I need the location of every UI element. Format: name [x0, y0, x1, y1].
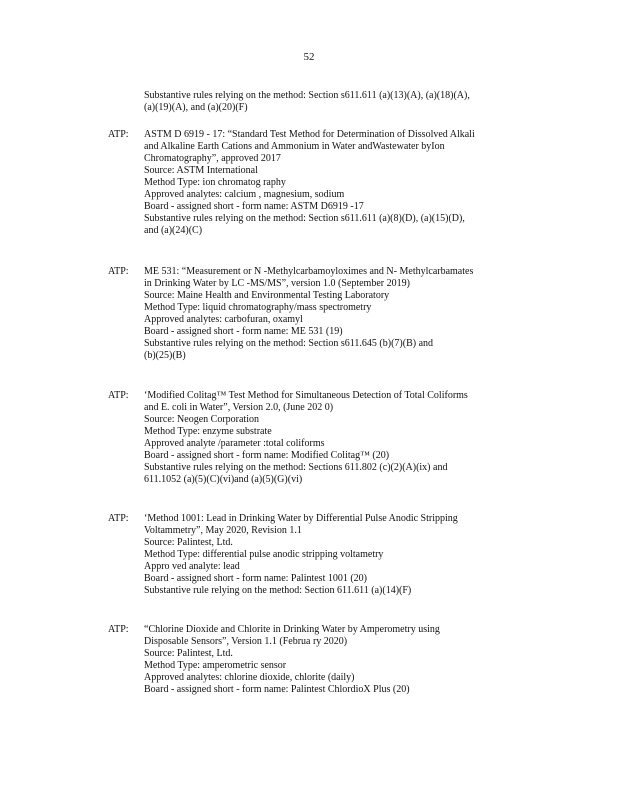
carry-over-line: (a)(19)(A), and (a)(20)(F) — [144, 102, 248, 113]
atp-label: ATP: — [108, 513, 129, 524]
entry-source: Source: Palintest, Ltd. — [144, 537, 233, 548]
entry-title-line: ‘Method 1001: Lead in Drinking Water by Differential Pulse Anodic Stripping — [144, 513, 458, 524]
entry-method-type: Method Type: liquid chromatography/mass spectrometry — [144, 302, 372, 313]
entry-short-form: Board - assigned short - form name: ASTM D6919 -17 — [144, 201, 364, 212]
entry-method-type: Method Type: ion chromatog raphy — [144, 177, 286, 188]
entry-source: Source: Maine Health and Environmental Testing Laboratory — [144, 290, 390, 301]
atp-entry — [108, 266, 528, 362]
entry-rules: 611.1052 (a)(5)(C)(vi)and (a)(5)(G)(vi) — [144, 474, 303, 485]
atp-entry — [108, 624, 528, 696]
entry-title-line: in Drinking Water by LC -MS/MS”, version 1.0 (September 2019) — [144, 278, 410, 289]
atp-entry — [108, 513, 528, 597]
entry-short-form: Board - assigned short - form name: Palintest ChlordioX Plus (20) — [144, 684, 410, 695]
entry-source: Source: ASTM International — [144, 165, 258, 176]
entry-rules: Substantive rule relying on the method: Section 611.611 (a)(14)(F) — [144, 585, 412, 596]
carry-over-paragraph — [108, 90, 528, 114]
entry-analytes: Approved analytes: calcium , magnesium, sodium — [144, 189, 345, 200]
entry-title-line: ‘Modified Colitag™ Test Method for Simultaneous Detection of Total Coliforms — [144, 390, 468, 401]
entry-title-line: ME 531: “Measurement or N -Methylcarbamoyloximes and N- Methylcarbamates — [144, 266, 474, 277]
entry-method-type: Method Type: differential pulse anodic stripping voltametry — [144, 549, 384, 560]
entry-title-line: ASTM D 6919 - 17: “Standard Test Method for Determination of Dissolved Alkali — [144, 129, 475, 140]
entry-title-line: and Alkaline Earth Cations and Ammonium in Water andWastewater byIon — [144, 141, 445, 152]
entry-analytes: Approved analytes: chlorine dioxide, chlorite (daily) — [144, 672, 355, 683]
entry-title-line: Chromatography”, approved 2017 — [144, 153, 281, 164]
atp-label: ATP: — [108, 129, 129, 140]
carry-over-line: Substantive rules relying on the method: Section s611.611 (a)(13)(A), (a)(18)(A), — [144, 90, 470, 101]
entry-rules: Substantive rules relying on the method: Section s611.645 (b)(7)(B) and — [144, 338, 434, 349]
entry-title-line: Disposable Sensors”, Version 1.1 (Februa ry 2020) — [144, 636, 348, 647]
entry-analytes: Approved analyte /parameter :total coliforms — [144, 438, 325, 449]
entry-method-type: Method Type: enzyme substrate — [144, 426, 272, 437]
entry-method-type: Method Type: amperometric sensor — [144, 660, 287, 671]
entry-rules: (b)(25)(B) — [144, 350, 186, 361]
entry-rules: Substantive rules relying on the method: Section s611.611 (a)(8)(D), (a)(15)(D), — [144, 213, 465, 224]
entry-source: Source: Neogen Corporation — [144, 414, 259, 425]
entry-source: Source: Palintest, Ltd. — [144, 648, 233, 659]
page-number: 52 — [303, 51, 315, 63]
atp-entry — [108, 390, 528, 486]
entry-rules: Substantive rules relying on the method: Sections 611.802 (c)(2)(A)(ix) and — [144, 462, 448, 473]
entry-title-line: and E. coli in Water”, Version 2.0, (June 202 0) — [144, 402, 334, 413]
atp-entry — [108, 129, 528, 237]
entry-short-form: Board - assigned short - form name: Modified Colitag™ (20) — [144, 450, 390, 461]
entry-analytes: Approved analytes: carbofuran, oxamyl — [144, 314, 303, 325]
atp-label: ATP: — [108, 390, 129, 401]
entry-short-form: Board - assigned short - form name: Palintest 1001 (20) — [144, 573, 368, 584]
atp-label: ATP: — [108, 624, 129, 635]
entry-short-form: Board - assigned short - form name: ME 531 (19) — [144, 326, 343, 337]
entry-title-line: Voltammetry”, May 2020, Revision 1.1 — [144, 525, 302, 536]
entry-title-line: “Chlorine Dioxide and Chlorite in Drinking Water by Amperometry using — [144, 624, 440, 635]
entry-rules: and (a)(24)(C) — [144, 225, 203, 236]
atp-label: ATP: — [108, 266, 129, 277]
entry-analytes: Appro ved analyte: lead — [144, 561, 240, 572]
